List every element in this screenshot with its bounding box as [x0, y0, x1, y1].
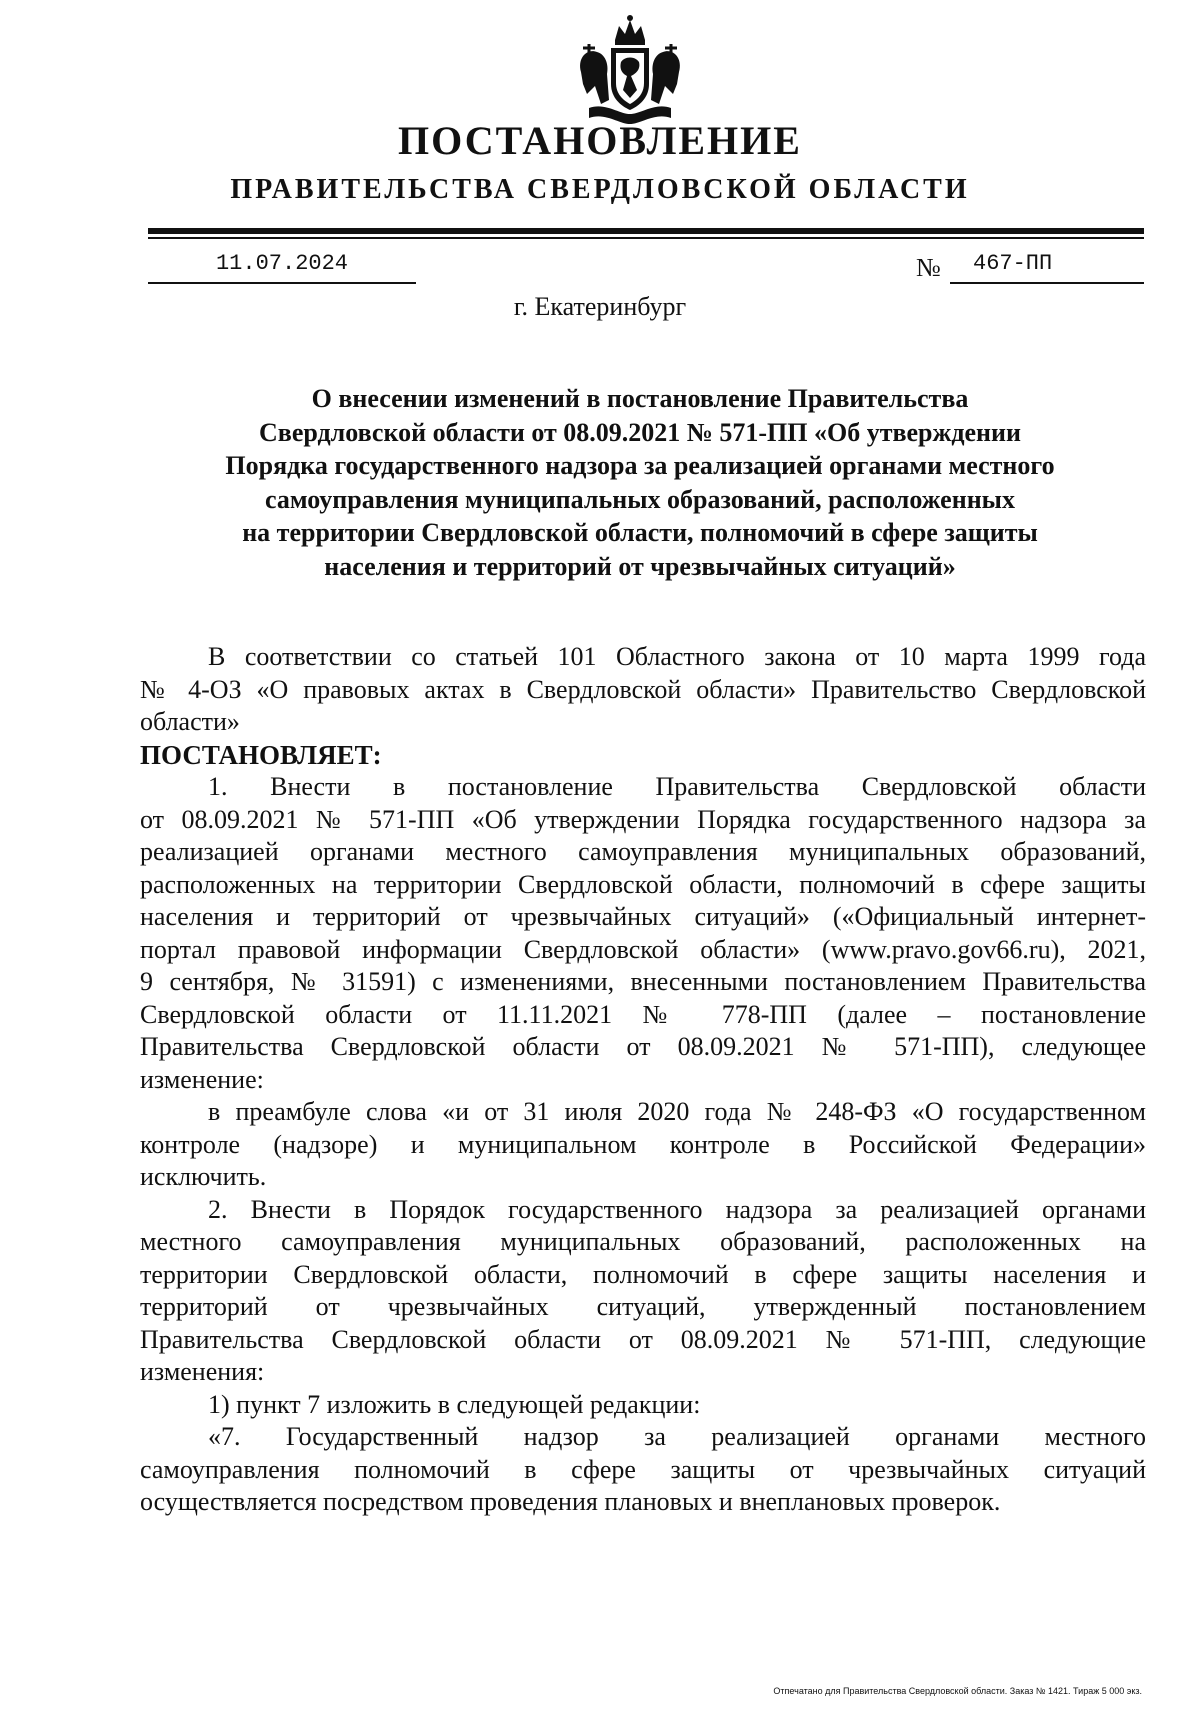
title-line: О внесении изменений в постановление Правительства — [311, 384, 969, 413]
body-line: Правительства Свердловской области от 08.09.2021 № 571-ПП), следующее — [140, 1032, 1146, 1061]
title-line: на территории Свердловской области, полномочий в сфере защиты — [242, 518, 1038, 547]
document-type-heading: ПОСТАНОВЛЕНИЕ — [398, 118, 802, 163]
number-sign: № — [916, 253, 941, 282]
body-line: № 4-ОЗ «О правовых актах в Свердловской области» Правительство Свердловской — [140, 674, 1146, 704]
issuer-heading: ПРАВИТЕЛЬСТВА СВЕРДЛОВСКОЙ ОБЛАСТИ — [230, 174, 970, 205]
header-divider-thin — [148, 237, 1144, 239]
body-line: 1. Внести в постановление Правительства Свердловской области — [208, 772, 1146, 801]
body-line: от 08.09.2021 № 571-ПП «Об утверждении Порядка государственного надзора за — [140, 804, 1146, 834]
body-line: 9 сентября, № 31591) с изменениями, внесенными постановлением Правительства — [140, 967, 1146, 996]
body-line: населения и территорий от чрезвычайных ситуаций» («Официальный интернет- — [140, 902, 1146, 931]
number-underline — [950, 282, 1144, 284]
body-line: Свердловской области от 11.11.2021 № 778-ПП (далее – постановление — [140, 999, 1146, 1029]
body-line: местного самоуправления муниципальных образований, расположенных на — [140, 1227, 1146, 1256]
body-line: «7. Государственный надзор за реализацией органами местного — [208, 1422, 1146, 1451]
title-line: Порядка государственного надзора за реализацией органами местного — [225, 451, 1055, 480]
decree-word: ПОСТАНОВЛЯЕТ: — [140, 739, 382, 770]
body-line: изменение: — [140, 1064, 264, 1094]
date-underline — [148, 282, 416, 284]
body-line: исключить. — [140, 1162, 267, 1191]
body-line: территории Свердловской области, полномочий в сфере защиты населения и — [140, 1259, 1146, 1289]
title-line: населения и территорий от чрезвычайных ситуаций» — [324, 551, 956, 581]
coat-of-arms-icon — [575, 14, 685, 126]
document-date: 11.07.2024 — [215, 251, 349, 276]
body-line: расположенных на территории Свердловской области, полномочий в сфере защиты — [140, 869, 1146, 899]
body-line: области» — [140, 707, 240, 736]
document-title — [140, 382, 1140, 583]
document-body — [140, 641, 1146, 1519]
title-line: самоуправления муниципальных образований, расположенных — [265, 484, 1015, 514]
body-line: 2. Внести в Порядок государственного надзора за реализацией органами — [208, 1194, 1146, 1224]
body-line: территорий от чрезвычайных ситуаций, утвержденный постановлением — [140, 1292, 1146, 1321]
title-line: Свердловской области от 08.09.2021 № 571-ПП «Об утверждении — [259, 417, 1021, 447]
city-label: г. Екатеринбург — [513, 292, 687, 321]
body-line: осуществляется посредством проведения плановых и внеплановых проверок. — [140, 1487, 1001, 1516]
header-divider-thick — [148, 228, 1144, 234]
print-footer: Отпечатано для Правительства Свердловской области. Заказ № 1421. Тираж 5 000 экз. — [773, 1686, 1142, 1696]
body-line: в преамбуле слова «и от 31 июля 2020 года № 248-ФЗ «О государственном — [208, 1097, 1146, 1126]
body-line: В соответствии со статьей 101 Областного закона от 10 марта 1999 года — [208, 642, 1146, 671]
body-line: 1) пункт 7 изложить в следующей редакции: — [208, 1389, 701, 1419]
document-number: 467-ПП — [973, 251, 1053, 276]
body-line: самоуправления полномочий в сфере защиты от чрезвычайных ситуаций — [140, 1454, 1146, 1484]
body-line: изменения: — [140, 1357, 265, 1386]
body-line: Правительства Свердловской области от 08.09.2021 № 571-ПП, следующие — [140, 1324, 1146, 1354]
body-line: реализацией органами местного самоуправления муниципальных образований, — [140, 837, 1146, 866]
body-line: портал правовой информации Свердловской области» (www.pravo.gov66.ru), 2021, — [140, 934, 1146, 964]
body-line: контроле (надзоре) и муниципальном контроле в Российской Федерации» — [140, 1129, 1146, 1159]
